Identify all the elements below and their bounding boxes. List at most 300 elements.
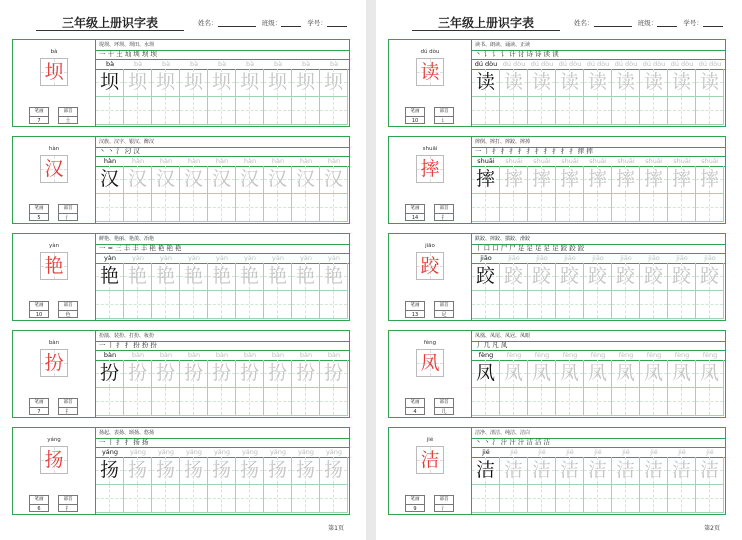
blank-practice-cell[interactable] [208,388,236,416]
trace-character: 汉 [239,168,259,190]
trace-character-cell [612,69,640,97]
practice-panel [472,40,725,126]
trace-character-cell [500,457,528,485]
radical-value: 色 [65,312,71,318]
blank-practice-cell[interactable] [528,485,556,513]
trace-character-cell [612,457,640,485]
trace-character: 艳 [267,265,287,287]
writing-grid [96,166,349,223]
pinyin-trace: jié [566,448,574,456]
writing-grid [472,166,725,223]
blank-practice-cell[interactable] [96,194,124,222]
trace-character-cell [152,69,180,97]
blank-practice-cell[interactable] [96,388,124,416]
blank-practice-cell[interactable] [668,97,696,125]
pinyin-trace: yàn [216,254,228,262]
trace-character: 凤 [503,362,523,384]
character-block [388,136,726,224]
trace-character: 跤 [671,265,691,287]
character-block [12,39,350,127]
pinyin-trace: jiāo [564,254,576,262]
trace-character: 读 [531,71,551,93]
pinyin-trace: dú dòu [558,60,582,68]
blank-practice-cell[interactable] [292,194,320,222]
trace-character: 洁 [643,459,663,481]
trace-character-cell [640,360,668,388]
character-block [388,427,726,515]
main-character: 凤 [420,352,440,374]
character-info-panel [389,234,472,320]
example-words: 扬起、表扬、颂扬、悠扬 [99,430,155,436]
blank-practice-cell[interactable] [180,194,208,222]
model-character: 凤 [475,362,495,384]
blank-practice-cell[interactable] [640,485,668,513]
pinyin-trace: shuāi [505,157,523,165]
trace-character: 艳 [239,265,259,287]
trace-character: 凤 [531,362,551,384]
blank-practice-cell[interactable] [584,97,612,125]
blank-practice-cell[interactable] [152,97,180,125]
blank-practice-cell[interactable] [152,291,180,319]
blank-practice-cell[interactable] [584,388,612,416]
blank-practice-cell[interactable] [320,388,348,416]
trace-character-cell [208,166,236,194]
trace-character: 凤 [559,362,579,384]
blank-practice-cell[interactable] [320,194,348,222]
blank-practice-cell[interactable] [124,194,152,222]
model-character-cell [96,457,124,485]
trace-character-cell [612,166,640,194]
pinyin-trace: yàn [188,254,200,262]
blank-practice-cell[interactable] [500,388,528,416]
blank-practice-cell[interactable] [472,291,500,319]
trace-character-cell [528,263,556,291]
practice-panel [96,428,349,514]
writing-grid [472,69,725,126]
stroke-count-value: 13 [411,312,419,318]
blank-practice-cell[interactable] [236,388,264,416]
title-underline [412,30,560,31]
pinyin-trace: shuāi [673,157,691,165]
blank-practice-cell[interactable] [696,291,724,319]
blank-practice-cell[interactable] [320,485,348,513]
stroke-count-value: 14 [411,215,419,221]
blank-practice-cell[interactable] [584,291,612,319]
blank-practice-cell[interactable] [96,485,124,513]
model-character-cell [472,69,500,97]
main-character-box [40,252,68,280]
trace-character-cell [640,263,668,291]
writing-grid [472,263,725,320]
blank-practice-cell[interactable] [208,291,236,319]
trace-character: 摔 [559,168,579,190]
pinyin-trace: fèng [562,351,578,359]
pinyin-trace: dú dòu [586,60,610,68]
blank-practice-cell[interactable] [208,194,236,222]
trace-character: 坝 [211,71,231,93]
trace-character: 凤 [699,362,719,384]
trace-character: 扮 [267,362,287,384]
trace-character-cell [320,166,348,194]
model-character-cell [96,360,124,388]
blank-practice-cell[interactable] [612,194,640,222]
blank-practice-cell[interactable] [264,97,292,125]
trace-character: 汉 [183,168,203,190]
trace-character: 跤 [531,265,551,287]
pinyin-model: bàn [103,351,117,359]
trace-character-cell [556,457,584,485]
trace-character: 扬 [295,459,315,481]
stroke-count-box [29,204,49,221]
main-character: 摔 [420,158,440,180]
pinyin-trace: jiāo [592,254,604,262]
stroke-order: 丿 几 凡 凤 [475,341,508,349]
pinyin-trace: yáng [157,448,175,456]
blank-practice-cell[interactable] [696,388,724,416]
stroke-count-value: 10 [411,118,419,124]
trace-character-cell [292,263,320,291]
pinyin-trace: yáng [129,448,147,456]
trace-character-cell [668,69,696,97]
stroke-count-box [405,398,425,415]
trace-character-cell [208,360,236,388]
blank-practice-cell[interactable] [236,194,264,222]
pinyin-trace: bàn [187,351,201,359]
blank-practice-cell[interactable] [556,194,584,222]
blank-practice-cell[interactable] [528,194,556,222]
blank-practice-cell[interactable] [556,97,584,125]
trace-character-cell [180,360,208,388]
trace-character-cell [584,360,612,388]
divider [472,341,725,342]
trace-character-cell [696,457,724,485]
blank-practice-cell[interactable] [208,97,236,125]
blank-practice-cell[interactable] [124,485,152,513]
trace-character-cell [584,69,612,97]
trace-character-cell [500,166,528,194]
blank-practice-cell[interactable] [500,485,528,513]
pinyin-model: yáng [101,448,119,456]
blank-practice-cell[interactable] [264,194,292,222]
blank-practice-cell[interactable] [236,291,264,319]
pinyin-trace: fèng [702,351,718,359]
blank-practice-cell[interactable] [640,291,668,319]
trace-character: 读 [615,71,635,93]
practice-panel [96,40,349,126]
trace-character: 艳 [155,265,175,287]
radical-value: 氵 [65,215,71,221]
pinyin-trace: dú dòu [614,60,638,68]
pinyin-trace: fèng [534,351,550,359]
trace-character: 跤 [587,265,607,287]
blank-practice-cell[interactable] [180,485,208,513]
blank-practice-cell[interactable] [124,388,152,416]
character-pinyin: fèng [423,340,437,346]
stroke-count-value: 9 [413,506,417,512]
trace-character-cell [152,263,180,291]
blank-practice-cell[interactable] [640,194,668,222]
trace-character-cell [584,263,612,291]
character-pinyin: bàn [48,340,60,346]
trace-character: 坝 [239,71,259,93]
name-label: 姓名： [198,19,218,27]
pinyin-trace: bàn [299,351,313,359]
trace-character-cell [612,263,640,291]
radical-box [434,301,454,318]
blank-practice-cell[interactable] [556,388,584,416]
trace-character-cell [500,69,528,97]
trace-character: 摔 [615,168,635,190]
pinyin-model: dú dòu [474,60,498,68]
main-character-box [416,58,444,86]
blank-practice-cell[interactable] [612,291,640,319]
pinyin-trace: yàn [272,254,284,262]
blank-practice-cell[interactable] [264,291,292,319]
radical-box [434,204,454,221]
example-words: 摔倒、摔打、摔跤、摔掉 [475,139,531,145]
character-pinyin: jiāo [425,243,435,249]
pinyin-row [472,254,725,263]
blank-practice-cell[interactable] [180,388,208,416]
blank-practice-cell[interactable] [180,97,208,125]
pinyin-row [472,60,725,69]
radical-value: 几 [441,409,447,415]
student-info [574,18,723,27]
blank-practice-cell[interactable] [556,291,584,319]
trace-character: 洁 [699,459,719,481]
trace-character-cell [236,166,264,194]
character-pinyin: hàn [48,146,60,152]
example-words: 凤凰、凤尾、凤冠、凤眼 [475,333,531,339]
main-character: 扬 [44,449,64,471]
trace-character: 扬 [211,459,231,481]
pinyin-trace: jié [510,448,518,456]
pinyin-row [96,351,349,360]
model-character: 扮 [99,362,119,384]
trace-character: 读 [587,71,607,93]
trace-character-cell [264,457,292,485]
practice-panel [472,234,725,320]
pinyin-trace: jié [678,448,686,456]
blank-practice-cell[interactable] [264,388,292,416]
blank-practice-cell[interactable] [528,388,556,416]
pinyin-trace: jiāo [704,254,716,262]
blank-practice-cell[interactable] [152,194,180,222]
pinyin-trace: hàn [131,157,145,165]
blank-practice-cell[interactable] [584,194,612,222]
blank-practice-cell[interactable] [696,97,724,125]
blank-practice-cell[interactable] [320,291,348,319]
practice-panel [96,331,349,417]
trace-character: 艳 [323,265,343,287]
blank-practice-cell[interactable] [612,485,640,513]
radical-label: 部首 [435,205,453,214]
blank-practice-cell[interactable] [612,388,640,416]
model-character: 摔 [475,168,495,190]
model-character: 扬 [99,459,119,481]
character-pinyin: yàn [48,243,60,249]
blank-practice-cell[interactable] [500,97,528,125]
pinyin-trace: jiāo [648,254,660,262]
blank-practice-cell[interactable] [668,194,696,222]
stroke-order: 丶 讠 讠 讠 计 讨 诗 诗 读 读 [475,50,559,58]
trace-character-cell [292,457,320,485]
pinyin-trace: yàn [244,254,256,262]
stroke-order: 一 = 三 丰 丰 丰 艳 艳 艳 艳 [99,244,182,252]
stroke-count-box [405,301,425,318]
pinyin-trace: jié [538,448,546,456]
trace-character: 洁 [503,459,523,481]
example-words: 堤坝、坪坝、坝田、水坝 [99,42,155,48]
trace-character-cell [124,166,152,194]
trace-character: 扮 [127,362,147,384]
stroke-count-label: 笔画 [30,108,48,117]
blank-practice-cell[interactable] [472,194,500,222]
pinyin-trace: bà [189,60,199,68]
blank-practice-cell[interactable] [472,388,500,416]
pinyin-trace: shuāi [701,157,719,165]
trace-character: 扮 [295,362,315,384]
blank-practice-cell[interactable] [152,485,180,513]
blank-practice-cell[interactable] [152,388,180,416]
character-info-panel [389,428,472,514]
blank-practice-cell[interactable] [528,97,556,125]
character-info-panel [389,137,472,223]
trace-character: 跤 [615,265,635,287]
blank-practice-cell[interactable] [668,291,696,319]
student-info [198,18,347,27]
stroke-count-label: 笔画 [406,496,424,505]
pinyin-trace: yáng [213,448,231,456]
blank-practice-cell[interactable] [292,485,320,513]
blank-practice-cell[interactable] [96,291,124,319]
blank-practice-cell[interactable] [612,97,640,125]
number-blank [703,19,723,27]
trace-character-cell [236,457,264,485]
blank-practice-cell[interactable] [292,291,320,319]
class-blank [657,19,677,27]
trace-character: 凤 [587,362,607,384]
blank-practice-cell[interactable] [640,388,668,416]
trace-character-cell [320,360,348,388]
number-label: 学号： [683,19,703,27]
trace-character: 艳 [127,265,147,287]
character-block [388,233,726,321]
trace-character: 扮 [323,362,343,384]
blank-practice-cell[interactable] [320,97,348,125]
pinyin-trace: jié [706,448,714,456]
pinyin-model: hàn [103,157,117,165]
stroke-count-box [29,107,49,124]
class-label: 班级： [637,19,658,27]
writing-grid [96,360,349,417]
blank-practice-cell[interactable] [292,97,320,125]
pinyin-model: shuāi [477,157,495,165]
blank-practice-cell[interactable] [292,388,320,416]
blank-practice-cell[interactable] [124,291,152,319]
pinyin-trace: dú dòu [530,60,554,68]
blank-practice-cell[interactable] [236,485,264,513]
blank-practice-cell[interactable] [96,97,124,125]
character-pinyin: shuāi [422,146,438,152]
radical-value: 扌 [65,409,71,415]
blank-practice-cell[interactable] [640,97,668,125]
blank-practice-cell[interactable] [124,97,152,125]
trace-character-cell [556,263,584,291]
pinyin-model: jié [482,448,490,456]
stroke-count-box [29,398,49,415]
trace-character-cell [556,360,584,388]
character-block [12,233,350,321]
pinyin-row [96,60,349,69]
trace-character: 摔 [699,168,719,190]
pinyin-trace: fèng [674,351,690,359]
trace-character-cell [124,360,152,388]
trace-character-cell [612,360,640,388]
trace-character-cell [640,166,668,194]
trace-character-cell [292,166,320,194]
blank-practice-cell[interactable] [472,97,500,125]
practice-panel [96,234,349,320]
blank-practice-cell[interactable] [668,388,696,416]
blank-practice-cell[interactable] [500,291,528,319]
pinyin-trace: bà [329,60,339,68]
pinyin-trace: yàn [132,254,144,262]
stroke-count-label: 笔画 [30,205,48,214]
stroke-count-value: 5 [37,215,41,221]
main-character: 汉 [44,158,64,180]
stroke-order: 丶 丶 氵 汈 汉 [99,147,140,155]
trace-character-cell [556,69,584,97]
page-number: 第2页 [704,525,720,532]
model-character: 汉 [99,168,119,190]
pinyin-trace: yáng [269,448,287,456]
pinyin-trace: shuāi [645,157,663,165]
worksheet-page-1 [0,0,366,540]
blank-practice-cell[interactable] [696,194,724,222]
pinyin-model: fèng [478,351,494,359]
blank-practice-cell[interactable] [500,194,528,222]
blank-practice-cell[interactable] [264,485,292,513]
character-info-panel [13,137,96,223]
pinyin-trace: shuāi [617,157,635,165]
blank-practice-cell[interactable] [668,485,696,513]
stroke-count-label: 笔画 [406,108,424,117]
blank-practice-cell[interactable] [584,485,612,513]
model-character-cell [472,360,500,388]
trace-character-cell [696,69,724,97]
blank-practice-cell[interactable] [472,485,500,513]
blank-practice-cell[interactable] [696,485,724,513]
blank-practice-cell[interactable] [180,291,208,319]
blank-practice-cell[interactable] [236,97,264,125]
trace-character-cell [124,263,152,291]
trace-character-cell [236,69,264,97]
main-character-box [416,155,444,183]
blank-practice-cell[interactable] [208,485,236,513]
pinyin-trace: jiāo [620,254,632,262]
character-pinyin: bà [50,49,58,55]
trace-character: 扮 [183,362,203,384]
radical-label: 部首 [59,108,77,117]
pinyin-trace: bà [217,60,227,68]
trace-character: 扮 [211,362,231,384]
pinyin-trace: dú dòu [642,60,666,68]
blank-practice-cell[interactable] [556,485,584,513]
stroke-count-box [405,204,425,221]
trace-character: 洁 [615,459,635,481]
blank-practice-cell[interactable] [528,291,556,319]
